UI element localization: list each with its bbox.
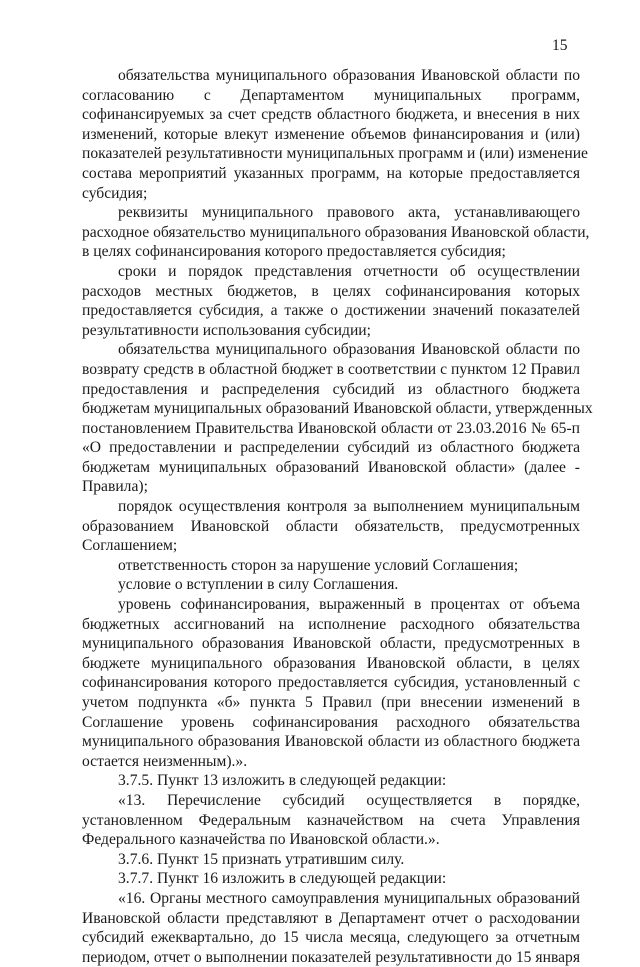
paragraph-line: сроки и порядок представления отчетности об осуществлении — [118, 262, 580, 280]
paragraph-line: 3.7.7. Пункт 16 изложить в следующей редакции: — [118, 870, 447, 888]
paragraph-line: результативности использования субсидии; — [82, 321, 371, 339]
paragraph — [82, 203, 590, 262]
paragraph-line: порядок осуществления контроля за выполнением муниципальным — [118, 498, 580, 516]
paragraph-line: расходное обязательство муниципального образования Ивановской области, — [82, 223, 590, 241]
paragraph-line: Соглашением; — [82, 537, 178, 555]
paragraph-line: Ивановской области представляют в Департамент отчет о расходовании — [82, 909, 580, 927]
paragraph-line: Соглашение уровень софинансирования расходного обязательства — [82, 713, 580, 731]
paragraph — [82, 497, 580, 556]
paragraph-line: муниципального образования Ивановской области, предусмотренных в — [82, 635, 580, 653]
paragraph-line: «13. Перечисление субсидий осуществляется в порядке, — [118, 791, 580, 809]
paragraph-line: согласованию с Департаментом муниципальных программ, — [82, 86, 580, 104]
paragraph-line: субсидий ежеквартально, до 15 числа месяца, следующего за отчетным — [82, 929, 580, 947]
paragraph — [82, 595, 580, 771]
paragraph — [82, 575, 580, 595]
paragraph — [82, 889, 580, 967]
paragraph-line: обязательства муниципального образования Ивановской области по — [118, 341, 580, 359]
paragraph-line: бюджете муниципального образования Ивановской области, в целях — [82, 654, 580, 672]
paragraph — [82, 556, 580, 576]
paragraph-line: остается неизменным).». — [82, 752, 248, 770]
paragraph-line: «16. Органы местного самоуправления муниципальных образований — [118, 889, 580, 907]
paragraph-line: предоставления и распределения субсидий из областного бюджета — [82, 380, 580, 398]
page-number: 15 — [552, 37, 568, 54]
paragraph-line: реквизиты муниципального правового акта, устанавливающего — [118, 204, 580, 222]
paragraph-line: постановлением Правительства Ивановской области от 23.03.2016 № 65-п — [82, 419, 580, 437]
paragraph-line: периодом, отчет о выполнении показателей результативности до 15 января — [82, 948, 580, 966]
paragraph-line: софинансируемых за счет средств областного бюджета, и внесения в них — [82, 106, 580, 124]
paragraph — [82, 66, 588, 203]
paragraph — [82, 262, 580, 340]
document-body — [82, 66, 593, 967]
paragraph-line: расходов местных бюджетов, в целях софинансирования которых — [82, 282, 580, 300]
paragraph — [82, 850, 580, 870]
paragraph — [82, 869, 580, 889]
paragraph-line: обязательства муниципального образования Ивановской области по — [118, 67, 580, 84]
paragraph-line: бюджетам муниципальных образований Ивановской области, утвержденных — [82, 400, 593, 418]
paragraph-line: в целях софинансирования которого предоставляется субсидия; — [82, 243, 506, 261]
paragraph-line: бюджетных ассигнований на исполнение расходного обязательства — [82, 615, 580, 633]
paragraph-line: Федерального казначейства по Ивановской области.». — [82, 831, 440, 849]
paragraph-line: условие о вступлении в силу Соглашения. — [118, 576, 399, 594]
paragraph — [82, 791, 580, 850]
paragraph-line: образованием Ивановской области обязательств, предусмотренных — [82, 517, 580, 535]
paragraph-line: 3.7.6. Пункт 15 признать утратившим силу. — [118, 850, 405, 868]
paragraph-line: предоставляется субсидия, а также о достижении значений показателей — [82, 302, 580, 320]
paragraph-line: муниципального образования Ивановской области из областного бюджета — [82, 733, 580, 751]
paragraph-line: «О предоставлении и распределении субсидий из областного бюджета — [82, 439, 580, 457]
paragraph-line: установленном Федеральным казначейством на счета Управления — [82, 811, 580, 829]
paragraph-line: показателей результативности муниципальных программ и (или) изменение — [82, 145, 588, 163]
paragraph-line: изменений, которые влекут изменение объемов финансирования и (или) — [82, 125, 580, 143]
paragraph-line: субсидия; — [82, 184, 148, 202]
paragraph-line: учетом подпункта «б» пункта 5 Правил (при внесении изменений в — [82, 694, 580, 711]
paragraph-line: ответственность сторон за нарушение условий Соглашения; — [118, 556, 519, 574]
paragraph-line: софинансирования которого предоставляется субсидия, установленный с — [82, 674, 580, 692]
paragraph — [82, 340, 593, 497]
paragraph-line: бюджетам муниципальных образований Ивановской области» (далее - — [82, 458, 580, 476]
paragraph-line: возврату средств в областной бюджет в соответствии с пунктом 12 Правил — [82, 360, 580, 378]
paragraph — [82, 771, 580, 791]
paragraph-line: Правила); — [82, 478, 148, 496]
paragraph-line: 3.7.5. Пункт 13 изложить в следующей редакции: — [118, 772, 447, 790]
paragraph-line: состава мероприятий указанных программ, на которые предоставляется — [82, 164, 580, 182]
paragraph-line: уровень софинансирования, выраженный в процентах от объема — [118, 596, 580, 614]
